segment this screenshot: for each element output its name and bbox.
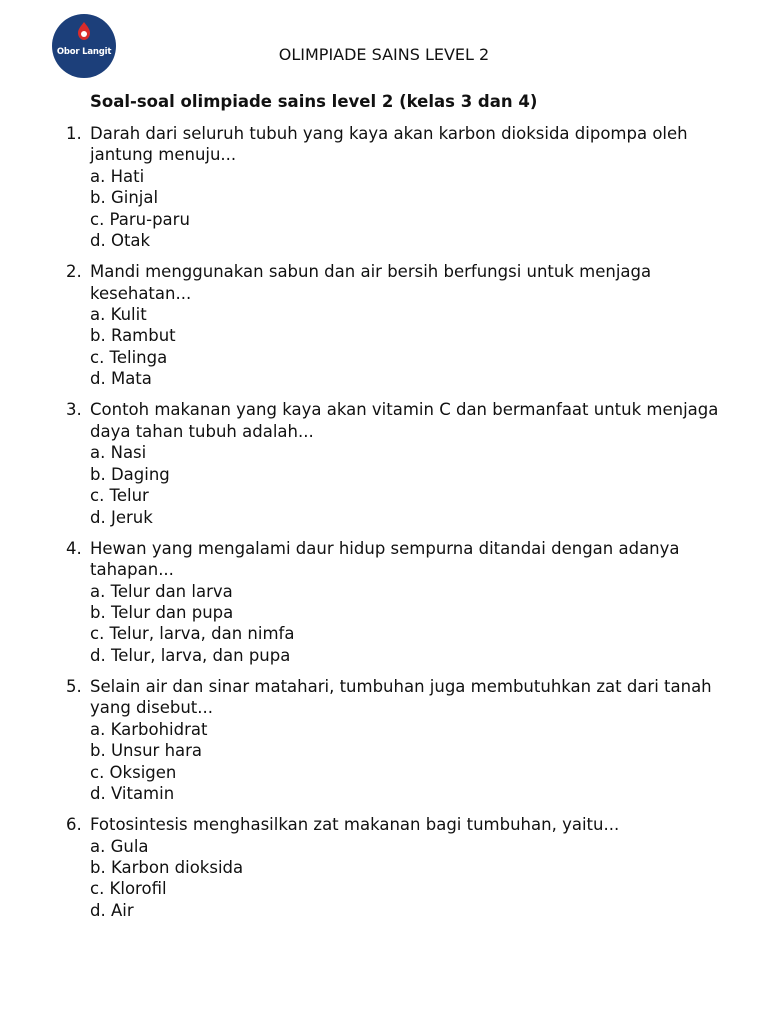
- question-number: 2.: [66, 262, 82, 282]
- header-title-text: OLIMPIADE SAINS LEVEL 2: [278, 45, 490, 64]
- question-item: [66, 123, 746, 251]
- document-title: Soal-soal olimpiade sains level 2 (kelas 3 dan 4): [90, 92, 538, 111]
- question-text: Fotosintesis menghasilkan zat makanan bagi tumbuhan, yaitu...: [90, 815, 620, 835]
- answer-option: a. Gula: [90, 836, 149, 856]
- question-item: [66, 261, 746, 389]
- answer-option: c. Oksigen: [90, 762, 177, 782]
- answer-options: [90, 166, 746, 252]
- answer-option: d. Vitamin: [90, 783, 175, 803]
- question-text: Hewan yang mengalami daur hidup sempurna ditandai dengan adanya tahapan...: [90, 538, 680, 580]
- question-text: Selain air dan sinar matahari, tumbuhan juga membutuhkan zat dari tanah yang disebut...: [90, 676, 712, 718]
- answer-option: c. Telinga: [90, 347, 168, 367]
- answer-option: a. Nasi: [90, 443, 147, 463]
- answer-options: [90, 836, 746, 922]
- question-number: 3.: [66, 400, 82, 420]
- question-number: 1.: [66, 124, 82, 143]
- answer-option: b. Karbon dioksida: [90, 857, 244, 877]
- answer-option: a. Kulit: [90, 305, 147, 325]
- logo-text: Obor Langit: [56, 47, 112, 57]
- question-number: 4.: [66, 538, 82, 558]
- answer-option: b. Rambut: [90, 326, 176, 346]
- answer-options: [90, 442, 746, 528]
- question-item: [66, 814, 746, 921]
- question-text: Contoh makanan yang kaya akan vitamin C dan bermanfaat untuk menjaga daya tahan tubuh adalah...: [90, 400, 719, 441]
- question-text: Mandi menggunakan sabun dan air bersih berfungsi untuk menjaga kesehatan...: [90, 262, 652, 303]
- answer-option: d. Otak: [90, 231, 151, 251]
- header-title: [0, 45, 768, 64]
- answer-option: b. Telur dan pupa: [90, 602, 234, 622]
- answer-option: c. Telur: [90, 486, 149, 506]
- question-list: [66, 123, 746, 931]
- question-number: 5.: [66, 676, 82, 696]
- answer-option: b. Daging: [90, 464, 170, 484]
- answer-options: [90, 581, 746, 667]
- answer-option: d. Mata: [90, 369, 152, 389]
- question-number: 6.: [66, 815, 82, 835]
- question-item: [66, 399, 746, 527]
- answer-option: b. Unsur hara: [90, 741, 203, 761]
- answer-option: d. Jeruk: [90, 507, 153, 527]
- answer-option: b. Ginjal: [90, 188, 159, 208]
- answer-option: c. Klorofil: [90, 879, 167, 899]
- answer-options: [90, 304, 746, 390]
- answer-options: [90, 719, 746, 805]
- answer-option: c. Telur, larva, dan nimfa: [90, 624, 295, 644]
- answer-option: d. Telur, larva, dan pupa: [90, 645, 291, 665]
- answer-option: a. Hati: [90, 166, 145, 186]
- question-item: [66, 676, 746, 804]
- answer-option: d. Air: [90, 900, 134, 920]
- answer-option: a. Karbohidrat: [90, 719, 208, 739]
- answer-option: a. Telur dan larva: [90, 581, 233, 601]
- question-item: [66, 538, 746, 666]
- answer-option: c. Paru-paru: [90, 209, 190, 229]
- question-text: Darah dari seluruh tubuh yang kaya akan karbon dioksida dipompa oleh jantung menuju...: [90, 124, 688, 165]
- flame-icon: [78, 22, 90, 40]
